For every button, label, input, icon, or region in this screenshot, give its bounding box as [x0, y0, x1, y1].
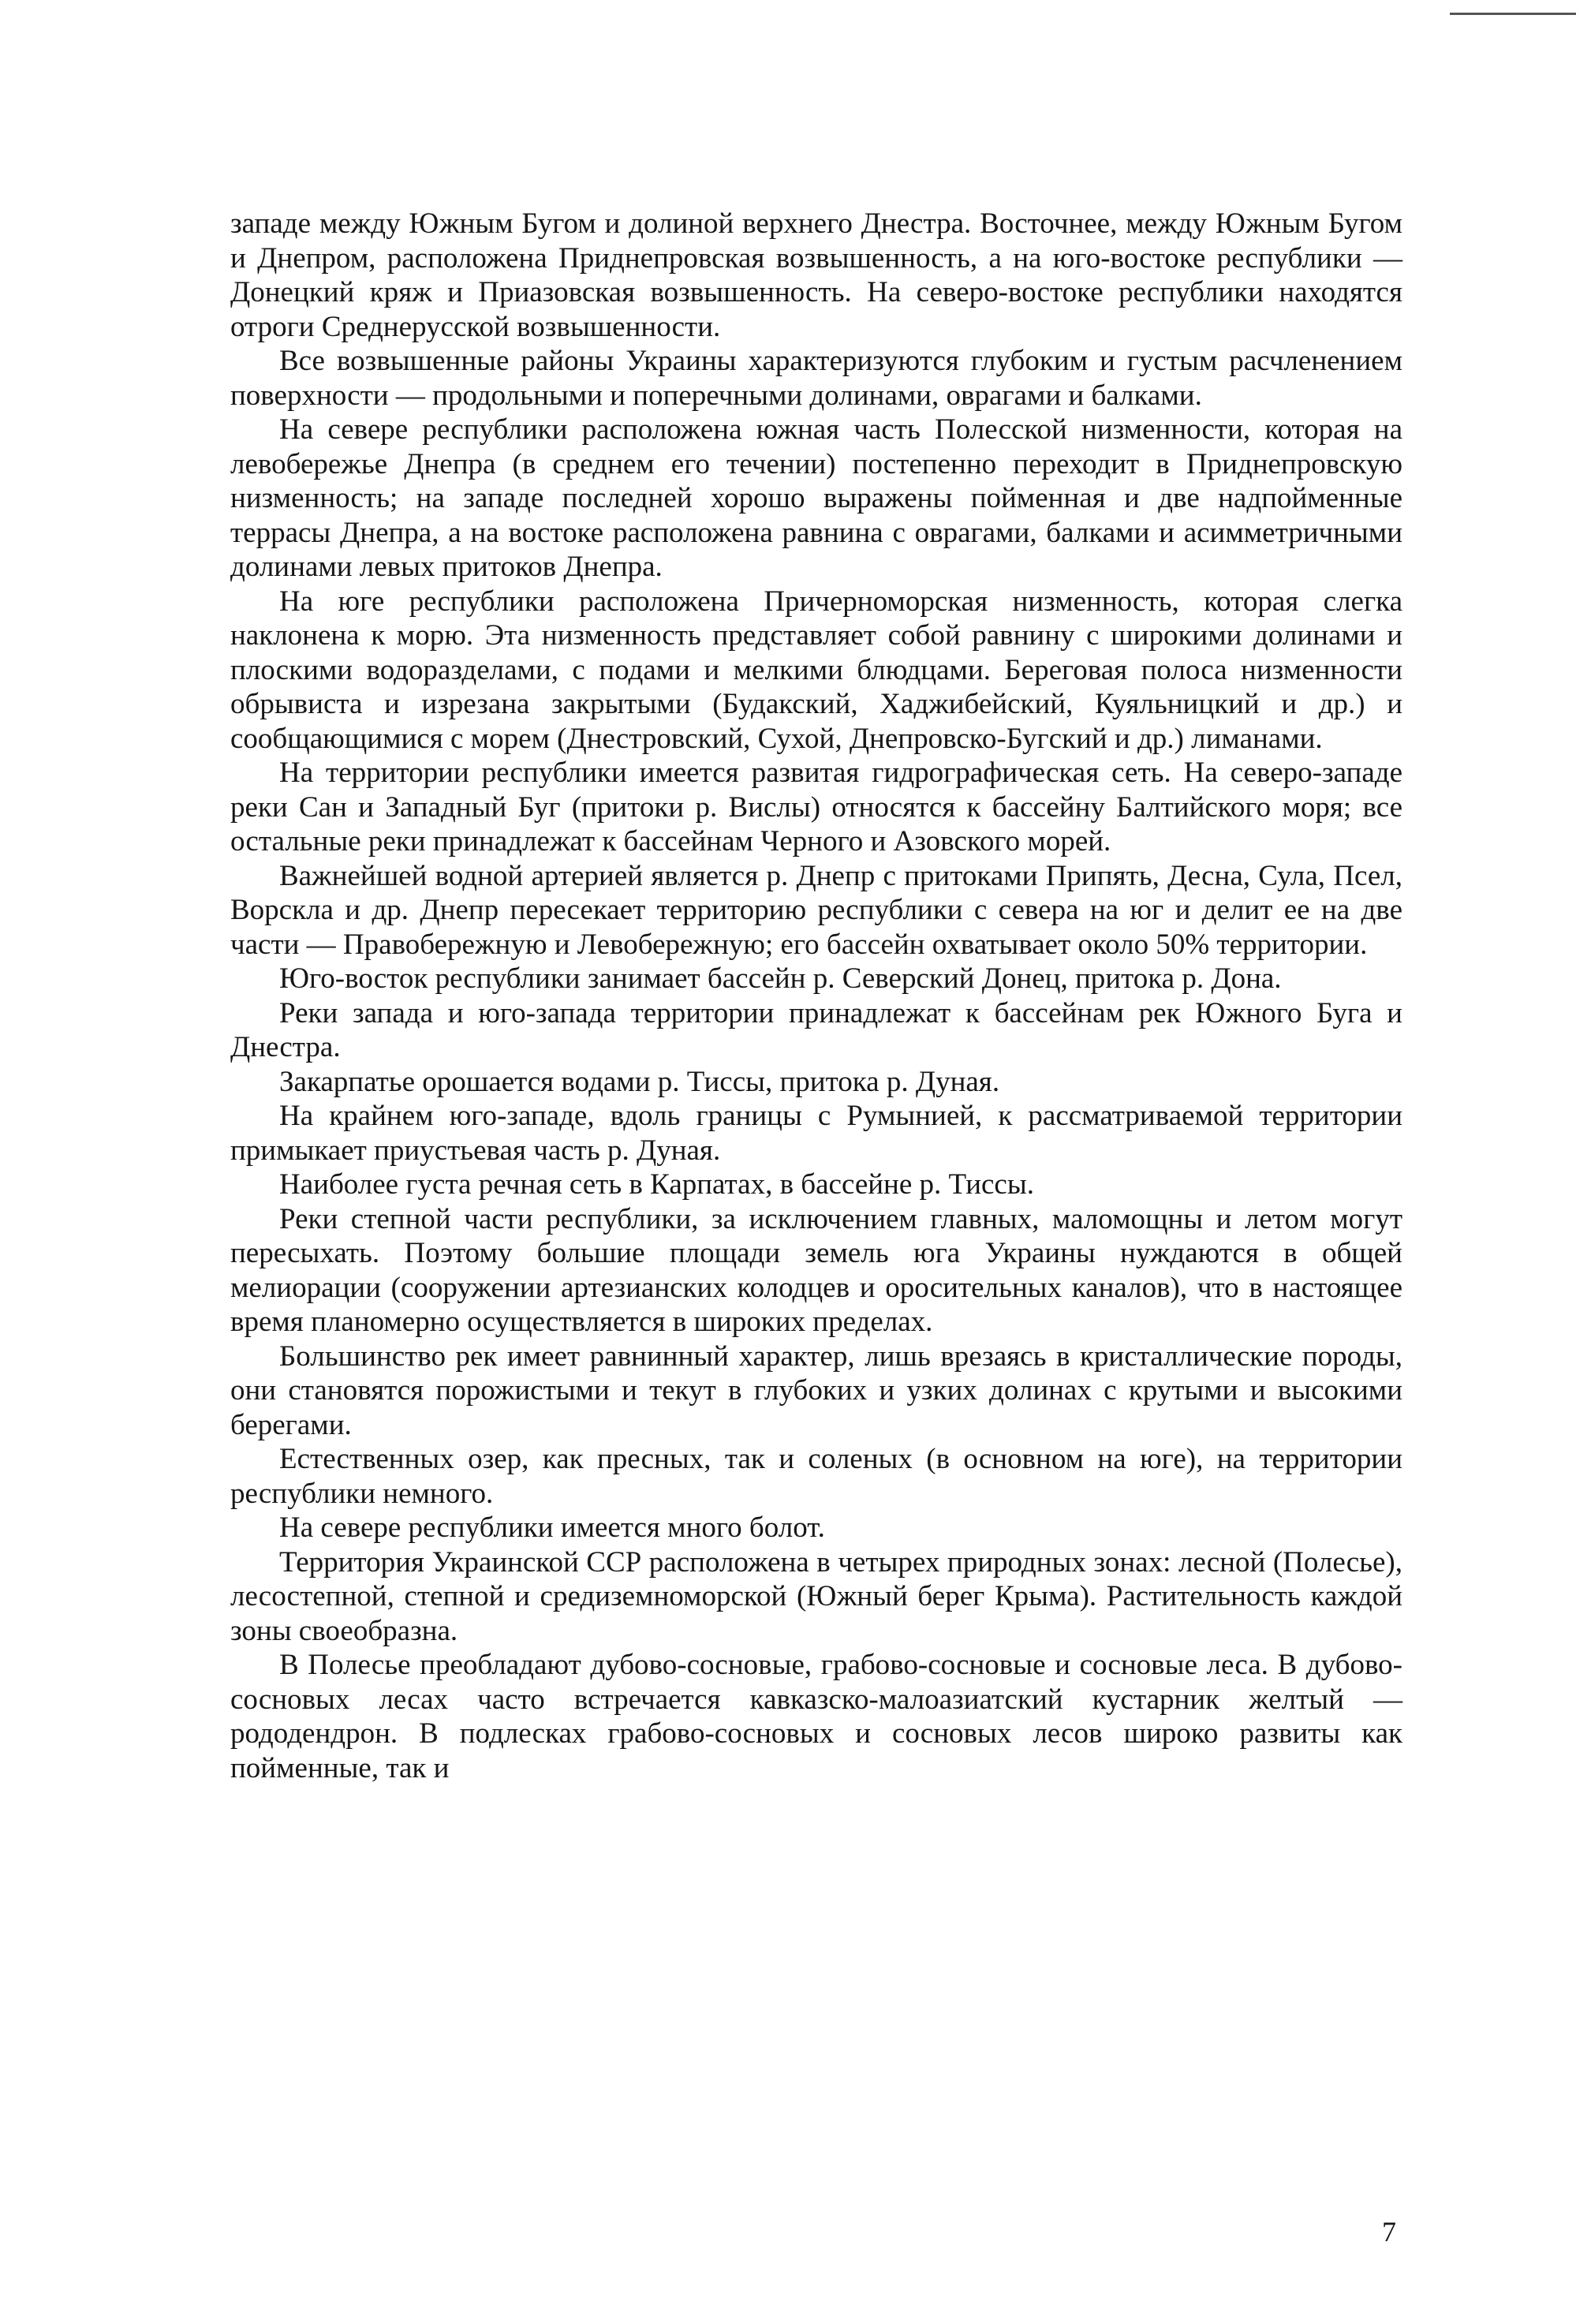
paragraph: На севере республики имеется много болот. [279, 1511, 825, 1544]
paragraph: Закарпатье орошается водами р. Тиссы, притока р. Дуная. [279, 1065, 1000, 1098]
page-number: 7 [1382, 2216, 1396, 2247]
paragraph: Все возвышенные районы Украины характеризуются глубоким и густым расчленением поверхности — продольными и поперечными долинами, оврагами и балками. [230, 345, 1402, 412]
paragraph: Важнейшей водной артерией является р. Днепр с притоками Припять, Десна, Сула, Псел, Ворскла и др. Днепр пересекает территорию республики с севера на юг и делит ее на две части — Правобережную и Левобережную; его бассейн охватывает около 50% территории. [230, 859, 1402, 961]
paragraph: Реки степной части республики, за исключением главных, маломощны и летом могут пересыхать. Поэтому большие площади земель юга Украины нуждаются в общей мелиорации (сооружении артезианских колодцев и оросительных каналов), что в настоящее время планомерно осуществляется в широких пределах. [230, 1202, 1402, 1338]
paragraph: На юге республики расположена Причерноморская низменность, которая слегка наклонена к морю. Эта низменность представляет собой равнину с широкими долинами и плоскими водоразделами, с подами и мелкими блюдцами. Береговая полоса низменности обрывиста и изрезана закрытыми (Будакский, Хаджибейский, Куяльницкий и др.) и сообщающимися с морем (Днестровский, Сухой, Днепровско-Бугский и др.) лиманами. [230, 585, 1402, 755]
paragraph: На севере республики расположена южная часть Полесской низменности, которая на левобережье Днепра (в среднем его течении) постепенно переходит в Приднепровскую низменность; на западе последней хорошо выражены пойменная и две надпойменные террасы Днепра, а на востоке расположена равнина с оврагами, балками и асимметричными долинами левых притоков Днепра. [230, 413, 1402, 583]
paragraph: На крайнем юго-западе, вдоль границы с Румынией, к рассматриваемой территории примыкает приустьевая часть р. Дуная. [230, 1100, 1402, 1167]
paragraph: Естественных озер, как пресных, так и соленых (в основном на юге), на территории республики немного. [230, 1443, 1402, 1510]
paragraph: На территории республики имеется развитая гидрографическая сеть. На северо-западе реки Сан и Западный Буг (притоки р. Вислы) относятся к бассейну Балтийского моря; все остальные реки принадлежат к бассейнам Черного и Азовского морей. [230, 757, 1402, 857]
paragraph: Юго-восток республики занимает бассейн р. Северский Донец, притока р. Дона. [279, 962, 1282, 995]
paragraph: Территория Украинской ССР расположена в четырех природных зонах: лесной (Полесье), лесостепной, степной и средиземноморской (Южный берег Крыма). Растительность каждой зоны своеобразна. [230, 1545, 1402, 1647]
paragraph: западе между Южным Бугом и долиной верхнего Днестра. Восточнее, между Южным Бугом и Днепром, расположена Приднепровская возвышенность, а на юго-востоке республики — Донецкий кряж и Приазовская возвышенность. На северо-востоке республики находятся отроги Среднерусской возвышенности. [230, 207, 1402, 343]
paragraph: Большинство рек имеет равнинный характер, лишь врезаясь в кристаллические породы, они становятся порожистыми и текут в глубоких и узких долинах с крутыми и высокими берегами. [230, 1339, 1402, 1441]
paragraph: В Полесье преобладают дубово-сосновые, грабово-сосновые и сосновые леса. В дубово-сосновых лесах часто встречается кавказско-малоазиатский кустарник желтый — рододендрон. В подлесках грабово-сосновых и сосновых лесов широко развиты как пойменные, так и [230, 1649, 1402, 1784]
top-edge-rule [1450, 13, 1576, 15]
paragraph: Реки запада и юго-запада территории принадлежат к бассейнам рек Южного Буга и Днестра. [230, 996, 1402, 1063]
paragraph: Наиболее густа речная сеть в Карпатах, в бассейне р. Тиссы. [279, 1168, 1034, 1201]
page-body [230, 207, 1402, 1785]
